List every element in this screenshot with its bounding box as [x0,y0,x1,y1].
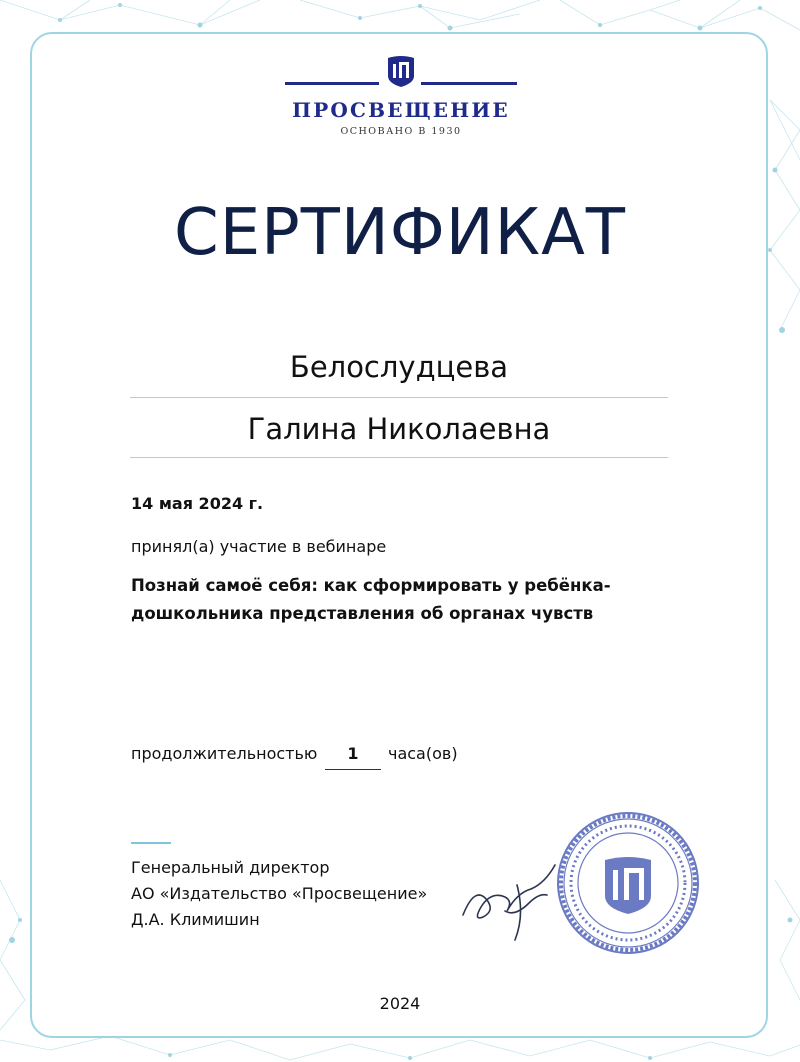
participation-text: принял(а) участие в вебинаре [131,537,387,556]
webinar-title-line-2: дошкольника представления об органах чувств [131,604,594,623]
given-names-underline [130,457,668,458]
duration-underline [325,769,381,770]
logo-right-rule [421,82,517,85]
recipient-surname: Белослудцева [289,350,509,384]
certificate-title: СЕРТИФИКАТ [174,196,626,270]
signatory-accent-line [131,842,171,844]
webinar-title-line-1: Познай самоё себя: как сформировать у ребёнка- [131,576,611,595]
signatory-name: Д.А. Климишин [131,910,260,929]
recipient-given-names: Галина Николаевна [247,412,551,446]
signatory-position: Генеральный директор [131,858,330,877]
webinar-title [131,572,671,628]
surname-underline [130,397,668,398]
publisher-logo [285,54,517,144]
certificate-date: 14 мая 2024 г. [131,494,264,513]
certificate-year: 2024 [379,994,421,1013]
logo-founded-text: ОСНОВАНО В 1930 [340,126,462,137]
logo-brand-name: ПРОСВЕЩЕНИЕ [292,98,510,122]
duration-unit: часа(ов) [388,744,458,763]
logo-left-rule [285,82,379,85]
duration-value: 1 [347,744,359,763]
official-stamp-seal [553,808,703,958]
signatory-organization: АО «Издательство «Просвещение» [131,884,428,903]
publisher-emblem-icon [386,54,416,87]
duration-prefix: продолжительностью [131,744,318,763]
handwritten-signature [455,845,565,945]
